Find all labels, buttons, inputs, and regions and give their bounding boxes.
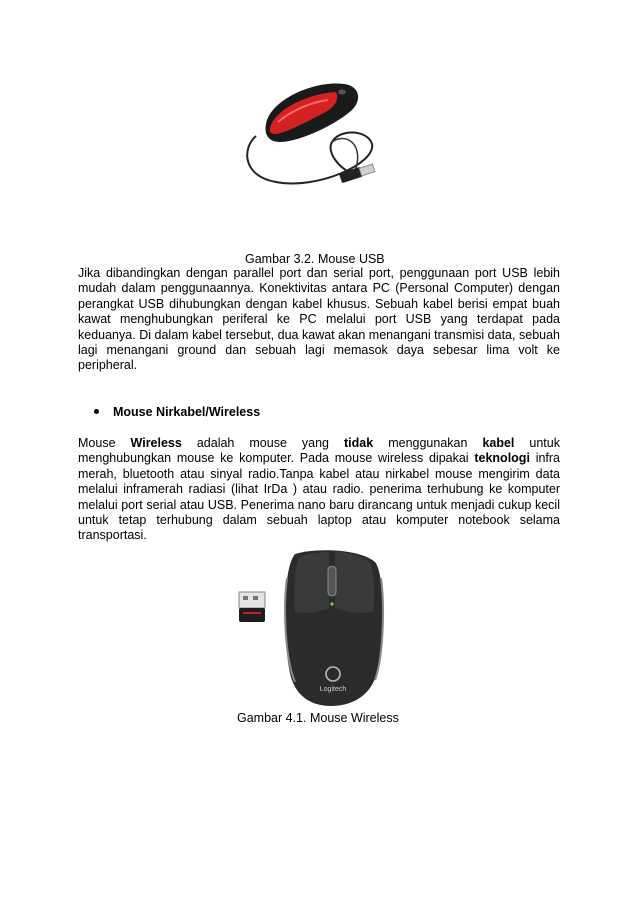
figure-caption-usb-mouse: Gambar 3.2. Mouse USB [245,252,385,266]
text-run: menggunakan [373,436,483,450]
logo-text: Logitech [319,686,347,693]
bullet-item-wireless [94,405,260,420]
paragraph-wireless [78,436,560,544]
text-run: untuk menghubungkan mouse ke komputer. Pada mouse wireless dipakai [78,436,560,466]
bullet-dot-icon [94,409,99,414]
wireless-mouse-image [235,548,385,708]
bold-term: tidak [344,436,374,450]
text-run: adalah mouse yang [181,436,345,450]
text-run: Mouse [78,436,131,450]
paragraph-usb: Jika dibandingkan dengan parallel port dan serial port, penggunaan port USB lebih mudah dalam penggunaannya. Konektivitas antara PC (Personal Computer) dengan perangkat USB dihubungkan dengan kabel khusus. Sebuah kabel berisi empat buah kawat menghubungkan periferal ke PC melalui port USB yang terdapat pada keduanya. Di dalam kabel tersebut, dua kawat akan menangani transmisi data, sebuah lagi menangani ground dan sebuah lagi memasok daya sebesar lima volt ke peripheral. [78,266,560,373]
bold-term: teknologi [474,451,530,466]
usb-mouse-image [236,78,400,200]
usb-receiver-icon [239,592,265,622]
bold-term: kabel [482,436,515,450]
figure-caption-wireless-mouse: Gambar 4.1. Mouse Wireless [237,711,399,725]
bullet-heading: Mouse Nirkabel/Wireless [113,405,261,419]
text-run: infra merah, bluetooth atau sinyal radio.Tanpa kabel atau nirkabel mouse mengirim data melalui inframerah radiasi (lihat IrDa ) atau radio. penerima terhubung ke komputer melalui port serial atau USB. Penerima nano baru dirancang untuk menjadi cukup kecil untuk tetap terhubung dalam sebuah laptop atau komputer notebook selama transportasi. [78,451,561,543]
bold-term: Wireless [130,436,182,450]
